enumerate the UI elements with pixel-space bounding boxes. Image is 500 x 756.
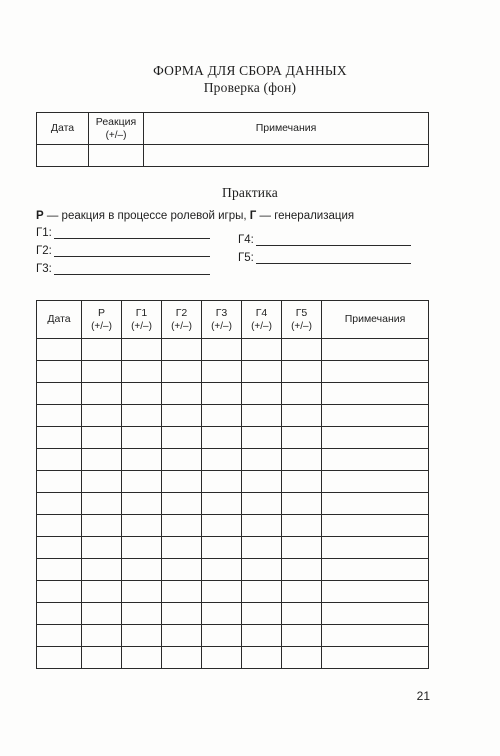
practice-entry-cell[interactable] bbox=[122, 383, 162, 405]
practice-entry-cell[interactable] bbox=[322, 471, 429, 493]
practice-entry-cell[interactable] bbox=[82, 603, 122, 625]
practice-entry-cell[interactable] bbox=[162, 471, 202, 493]
practice-entry-cell[interactable] bbox=[37, 427, 82, 449]
practice-entry-cell[interactable] bbox=[162, 383, 202, 405]
baseline-table bbox=[36, 112, 429, 167]
practice-entry-cell[interactable] bbox=[282, 493, 322, 515]
practice-entry-cell[interactable] bbox=[162, 581, 202, 603]
g2-field[interactable] bbox=[36, 245, 210, 257]
practice-entry-row bbox=[37, 515, 429, 537]
legend-g-text: — генерализация bbox=[256, 210, 355, 222]
practice-entry-cell[interactable] bbox=[242, 603, 282, 625]
baseline-date-cell[interactable] bbox=[37, 145, 89, 167]
practice-entry-cell[interactable] bbox=[202, 405, 242, 427]
form-title: ФОРМА ДЛЯ СБОРА ДАННЫХ bbox=[153, 63, 347, 78]
practice-entry-cell[interactable] bbox=[242, 581, 282, 603]
practice-entry-cell[interactable] bbox=[242, 339, 282, 361]
practice-entry-cell[interactable] bbox=[82, 625, 122, 647]
practice-entry-cell[interactable] bbox=[242, 625, 282, 647]
practice-entry-cell[interactable] bbox=[322, 405, 429, 427]
practice-entry-cell[interactable] bbox=[202, 515, 242, 537]
practice-entry-cell[interactable] bbox=[82, 559, 122, 581]
practice-entry-cell[interactable] bbox=[37, 361, 82, 383]
practice-entry-cell[interactable] bbox=[162, 339, 202, 361]
g1-line[interactable] bbox=[54, 228, 210, 239]
practice-entry-cell[interactable] bbox=[122, 559, 162, 581]
legend-p-key: Р bbox=[36, 210, 44, 222]
practice-entry-cell[interactable] bbox=[162, 625, 202, 647]
practice-col-header-sign: (+/–) bbox=[291, 320, 312, 332]
practice-entry-cell[interactable] bbox=[37, 471, 82, 493]
practice-col-header-label: Р bbox=[97, 306, 105, 319]
practice-entry-cell[interactable] bbox=[242, 647, 282, 669]
practice-entry-cell[interactable] bbox=[202, 383, 242, 405]
practice-entry-cell[interactable] bbox=[122, 581, 162, 603]
practice-col-header-label: Г5 bbox=[295, 306, 308, 319]
practice-col-header-label: Примечания bbox=[344, 313, 406, 325]
baseline-date-header: Дата bbox=[37, 113, 89, 145]
practice-entry-cell[interactable] bbox=[162, 493, 202, 515]
practice-entry-row bbox=[37, 625, 429, 647]
practice-entry-cell[interactable] bbox=[82, 405, 122, 427]
g5-label: Г5: bbox=[238, 252, 254, 264]
form-subtitle: Проверка (фон) bbox=[203, 80, 297, 95]
g4-field[interactable] bbox=[238, 234, 411, 246]
g1-field[interactable] bbox=[36, 227, 210, 239]
practice-entry-cell[interactable] bbox=[122, 537, 162, 559]
practice-entry-cell[interactable] bbox=[242, 361, 282, 383]
practice-entry-cell[interactable] bbox=[162, 647, 202, 669]
practice-entry-row bbox=[37, 361, 429, 383]
practice-entry-cell[interactable] bbox=[37, 603, 82, 625]
practice-col-header-sign: (+/–) bbox=[251, 320, 272, 332]
practice-entry-cell[interactable] bbox=[282, 559, 322, 581]
practice-entry-row bbox=[37, 449, 429, 471]
practice-entry-row bbox=[37, 603, 429, 625]
practice-entry-cell[interactable] bbox=[242, 427, 282, 449]
practice-entry-cell[interactable] bbox=[322, 361, 429, 383]
practice-col-header bbox=[282, 301, 322, 339]
legend-g-key: Г bbox=[249, 210, 257, 222]
practice-entry-cell[interactable] bbox=[322, 647, 429, 669]
practice-entry-cell[interactable] bbox=[202, 361, 242, 383]
practice-entry-cell[interactable] bbox=[322, 559, 429, 581]
practice-entry-cell[interactable] bbox=[162, 405, 202, 427]
practice-col-header-sign: (+/–) bbox=[171, 320, 192, 332]
practice-entry-cell[interactable] bbox=[122, 427, 162, 449]
practice-entry-cell[interactable] bbox=[162, 427, 202, 449]
practice-entry-cell[interactable] bbox=[37, 493, 82, 515]
baseline-reaction-cell[interactable] bbox=[89, 145, 144, 167]
baseline-header-row bbox=[37, 113, 429, 145]
practice-entry-cell[interactable] bbox=[322, 581, 429, 603]
practice-entry-cell[interactable] bbox=[82, 493, 122, 515]
practice-entry-cell[interactable] bbox=[202, 603, 242, 625]
practice-col-header-label: Г2 bbox=[175, 306, 188, 319]
practice-col-header bbox=[162, 301, 202, 339]
practice-entry-row bbox=[37, 339, 429, 361]
baseline-notes-header: Примечания bbox=[144, 113, 429, 145]
g2-line[interactable] bbox=[54, 246, 210, 257]
practice-entry-cell[interactable] bbox=[82, 427, 122, 449]
g5-field[interactable] bbox=[238, 252, 411, 264]
practice-entry-cell[interactable] bbox=[282, 647, 322, 669]
baseline-reaction-label: Реакция bbox=[95, 115, 137, 128]
practice-entry-cell[interactable] bbox=[322, 515, 429, 537]
g3-line[interactable] bbox=[54, 264, 210, 275]
practice-entry-cell[interactable] bbox=[242, 449, 282, 471]
practice-entry-cell[interactable] bbox=[37, 537, 82, 559]
practice-entry-row bbox=[37, 559, 429, 581]
practice-entry-cell[interactable] bbox=[322, 493, 429, 515]
baseline-reaction-sign: (+/–) bbox=[105, 129, 127, 141]
g4-label: Г4: bbox=[238, 234, 254, 246]
practice-entry-row bbox=[37, 537, 429, 559]
practice-entry-cell[interactable] bbox=[322, 383, 429, 405]
practice-entry-cell[interactable] bbox=[322, 603, 429, 625]
practice-col-header-label: Г3 bbox=[215, 306, 228, 319]
practice-entry-cell[interactable] bbox=[282, 361, 322, 383]
baseline-reaction-header bbox=[89, 113, 144, 145]
practice-entry-cell[interactable] bbox=[202, 559, 242, 581]
practice-col-header-sign: (+/–) bbox=[131, 320, 152, 332]
practice-entry-row bbox=[37, 493, 429, 515]
baseline-entry-row bbox=[37, 145, 429, 167]
practice-entry-cell[interactable] bbox=[242, 471, 282, 493]
practice-table bbox=[36, 300, 429, 669]
practice-entry-cell[interactable] bbox=[322, 449, 429, 471]
practice-entry-cell[interactable] bbox=[282, 603, 322, 625]
practice-table-body bbox=[37, 339, 429, 669]
practice-entry-cell[interactable] bbox=[82, 339, 122, 361]
practice-entry-cell[interactable] bbox=[37, 405, 82, 427]
g1-label: Г1: bbox=[36, 227, 52, 239]
practice-entry-cell[interactable] bbox=[122, 339, 162, 361]
practice-entry-cell[interactable] bbox=[122, 603, 162, 625]
practice-entry-cell[interactable] bbox=[282, 625, 322, 647]
practice-col-header bbox=[242, 301, 282, 339]
practice-entry-cell[interactable] bbox=[82, 537, 122, 559]
practice-entry-cell[interactable] bbox=[122, 625, 162, 647]
practice-entry-cell[interactable] bbox=[282, 537, 322, 559]
practice-entry-cell[interactable] bbox=[242, 493, 282, 515]
practice-entry-cell[interactable] bbox=[37, 625, 82, 647]
g3-label: Г3: bbox=[36, 263, 52, 275]
practice-title: Практика bbox=[222, 185, 278, 200]
practice-col-header-label: Дата bbox=[47, 313, 71, 325]
practice-entry-cell[interactable] bbox=[322, 625, 429, 647]
practice-entry-cell[interactable] bbox=[162, 559, 202, 581]
practice-entry-cell[interactable] bbox=[122, 647, 162, 669]
practice-col-header bbox=[82, 301, 122, 339]
practice-entry-cell[interactable] bbox=[282, 449, 322, 471]
practice-entry-cell[interactable] bbox=[202, 339, 242, 361]
practice-entry-cell[interactable] bbox=[162, 603, 202, 625]
practice-entry-cell[interactable] bbox=[242, 559, 282, 581]
practice-entry-cell[interactable] bbox=[82, 647, 122, 669]
practice-legend bbox=[36, 210, 354, 222]
practice-entry-cell[interactable] bbox=[242, 383, 282, 405]
practice-entry-cell[interactable] bbox=[202, 647, 242, 669]
practice-entry-cell[interactable] bbox=[37, 559, 82, 581]
practice-entry-cell[interactable] bbox=[122, 471, 162, 493]
practice-entry-cell[interactable] bbox=[242, 537, 282, 559]
practice-entry-cell[interactable] bbox=[162, 449, 202, 471]
practice-entry-cell[interactable] bbox=[202, 427, 242, 449]
practice-entry-row bbox=[37, 471, 429, 493]
practice-entry-cell[interactable] bbox=[122, 449, 162, 471]
practice-entry-cell[interactable] bbox=[37, 339, 82, 361]
practice-entry-row bbox=[37, 647, 429, 669]
g2-label: Г2: bbox=[36, 245, 52, 257]
legend-p-text: — реакция в процессе ролевой игры, bbox=[43, 210, 250, 222]
practice-col-header bbox=[202, 301, 242, 339]
practice-header-row bbox=[37, 301, 429, 339]
practice-entry-cell[interactable] bbox=[37, 581, 82, 603]
practice-col-header-label: Г4 bbox=[255, 306, 268, 319]
g3-field[interactable] bbox=[36, 263, 210, 275]
practice-col-header bbox=[37, 301, 82, 339]
practice-col-header-label: Г1 bbox=[135, 306, 148, 319]
practice-entry-cell[interactable] bbox=[202, 581, 242, 603]
practice-col-header-sign: (+/–) bbox=[211, 320, 232, 332]
practice-entry-cell[interactable] bbox=[322, 339, 429, 361]
practice-entry-cell[interactable] bbox=[202, 449, 242, 471]
practice-entry-cell[interactable] bbox=[82, 383, 122, 405]
practice-entry-cell[interactable] bbox=[282, 471, 322, 493]
practice-entry-cell[interactable] bbox=[162, 537, 202, 559]
practice-entry-cell[interactable] bbox=[37, 383, 82, 405]
practice-entry-cell[interactable] bbox=[322, 537, 429, 559]
practice-entry-cell[interactable] bbox=[82, 515, 122, 537]
practice-col-header bbox=[122, 301, 162, 339]
g5-line[interactable] bbox=[256, 253, 411, 264]
practice-entry-cell[interactable] bbox=[82, 361, 122, 383]
practice-entry-cell[interactable] bbox=[37, 647, 82, 669]
practice-entry-cell[interactable] bbox=[282, 405, 322, 427]
practice-entry-cell[interactable] bbox=[82, 449, 122, 471]
practice-entry-cell[interactable] bbox=[82, 581, 122, 603]
practice-entry-cell[interactable] bbox=[37, 515, 82, 537]
practice-entry-row bbox=[37, 427, 429, 449]
practice-entry-cell[interactable] bbox=[282, 515, 322, 537]
practice-entry-cell[interactable] bbox=[162, 515, 202, 537]
practice-entry-cell[interactable] bbox=[282, 581, 322, 603]
practice-entry-cell[interactable] bbox=[242, 515, 282, 537]
practice-entry-row bbox=[37, 581, 429, 603]
practice-entry-cell[interactable] bbox=[162, 361, 202, 383]
practice-entry-cell[interactable] bbox=[122, 405, 162, 427]
practice-entry-cell[interactable] bbox=[202, 471, 242, 493]
practice-entry-cell[interactable] bbox=[122, 515, 162, 537]
g4-line[interactable] bbox=[256, 235, 411, 246]
practice-entry-cell[interactable] bbox=[82, 471, 122, 493]
practice-entry-cell[interactable] bbox=[122, 361, 162, 383]
practice-entry-cell[interactable] bbox=[282, 427, 322, 449]
practice-entry-cell[interactable] bbox=[282, 383, 322, 405]
practice-entry-cell[interactable] bbox=[282, 339, 322, 361]
practice-col-header-sign: (+/–) bbox=[91, 320, 112, 332]
practice-entry-cell[interactable] bbox=[122, 493, 162, 515]
practice-col-header bbox=[322, 301, 429, 339]
practice-entry-cell[interactable] bbox=[322, 427, 429, 449]
practice-entry-cell[interactable] bbox=[242, 405, 282, 427]
page-number: 21 bbox=[416, 689, 430, 703]
practice-entry-cell[interactable] bbox=[202, 625, 242, 647]
practice-entry-row bbox=[37, 405, 429, 427]
practice-entry-row bbox=[37, 383, 429, 405]
baseline-notes-cell[interactable] bbox=[144, 145, 429, 167]
practice-entry-cell[interactable] bbox=[202, 537, 242, 559]
practice-entry-cell[interactable] bbox=[37, 449, 82, 471]
practice-entry-cell[interactable] bbox=[202, 493, 242, 515]
